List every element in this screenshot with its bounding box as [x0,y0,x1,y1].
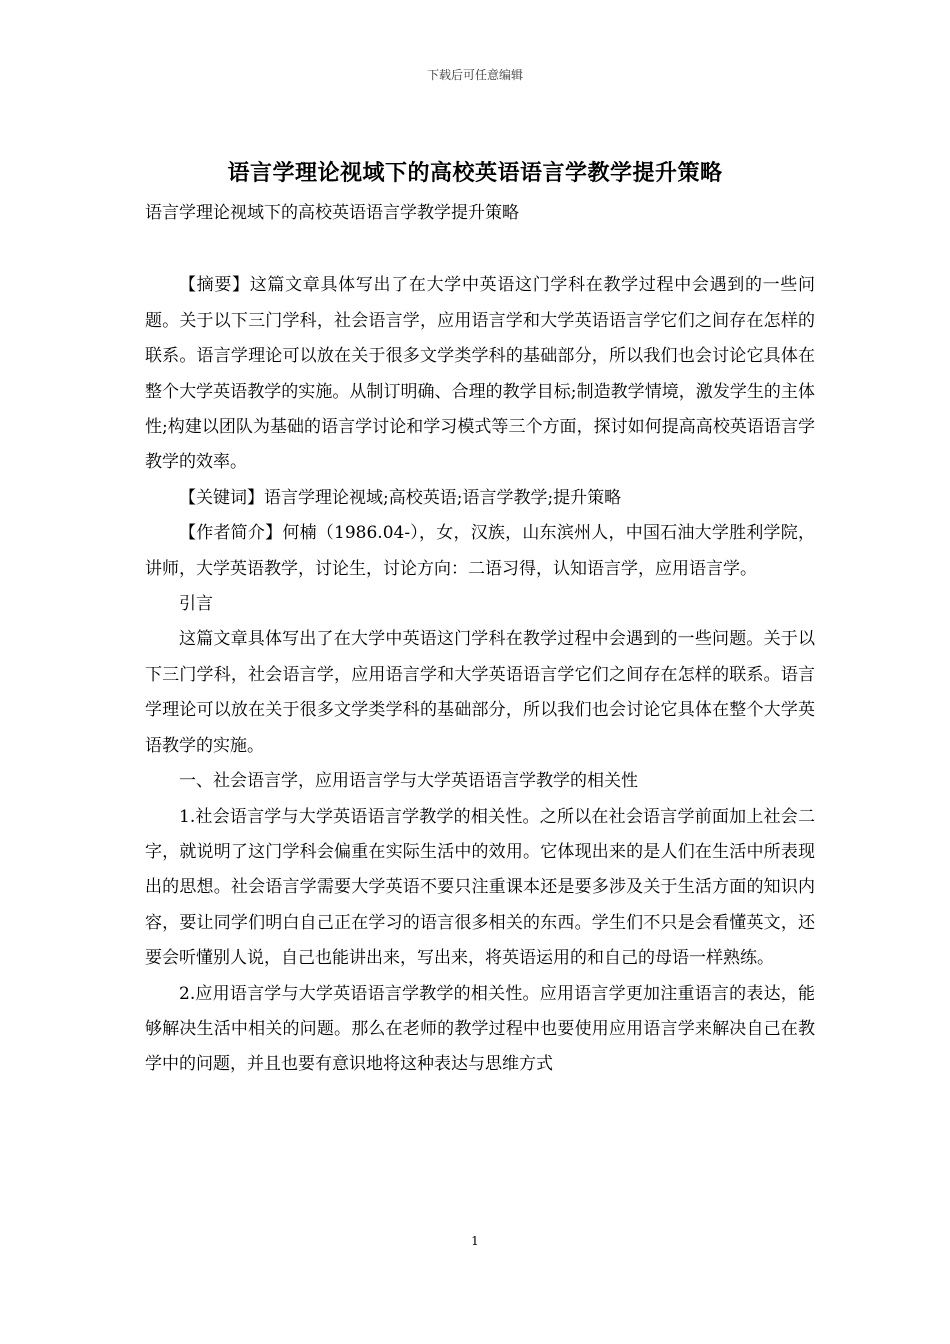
abstract-paragraph: 【摘要】这篇文章具体写出了在大学中英语这门学科在教学过程中会遇到的一些问题。关于以下三门学科，社会语言学，应用语言学和大学英语语言学它们之间存在怎样的联系。语言学理论可以放在关于很多文学类学科的基础部分，所以我们也会讨论它具体在整个大学英语教学的实施。从制订明确、合理的教学目标;制造教学情境，激发学生的主体性;构建以团队为基础的语言学讨论和学习模式等三个方面，探讨如何提高高校英语语言学教学的效率。 [145,275,815,473]
author-bio-paragraph: 【作者简介】何楠（1986.04-），女，汉族，山东滨州人，中国石油大学胜利学院，讲师，大学英语教学，讨论生，讨论方向：二语习得，认知语言学，应用语言学。 [145,523,815,579]
body-paragraph-1: 1.社会语言学与大学英语语言学教学的相关性。之所以在社会语言学前面加上社会二字，就说明了这门学科会偏重在实际生活中的效用。它体现出来的是人们在生活中所表现出的思想。社会语言学需要大学英语不要只注重课本还是要多涉及关于生活方面的知识内容，要让同学们明白自己正在学习的语言很多相关的东西。学生们不只是会看懂英文，还要会听懂别人说，自己也能讲出来，写出来，将英语运用的和自己的母语一样熟练。 [145,806,815,969]
section-heading-introduction: 引言 [179,594,213,615]
document-title: 语言学理论视域下的高校英语语言学教学提升策略 [227,160,723,186]
section-heading-1: 一、社会语言学，应用语言学与大学英语语言学教学的相关性 [179,771,638,792]
body-paragraph-2: 2.应用语言学与大学英语语言学教学的相关性。应用语言学更加注重语言的表达，能够解决生活中相关的问题。那么在老师的教学过程中也要使用应用语言学来解决自己在教学中的问题，并且也要有意识地将这种表达与思维方式 [145,983,815,1075]
keywords-paragraph: 【关键词】语言学理论视域;高校英语;语言学教学;提升策略 [179,487,622,508]
document-body [145,196,815,1083]
page-number: 1 [471,1234,479,1248]
introduction-paragraph: 这篇文章具体写出了在大学中英语这门学科在教学过程中会遇到的一些问题。关于以下三门学科，社会语言学，应用语言学和大学英语语言学它们之间存在怎样的联系。语言学理论可以放在关于很多文学类学科的基础部分，所以我们也会讨论它具体在整个大学英语教学的实施。 [145,629,815,756]
header-note: 下载后可任意编辑 [426,68,523,82]
document-subtitle: 语言学理论视域下的高校英语语言学教学提升策略 [145,203,519,223]
